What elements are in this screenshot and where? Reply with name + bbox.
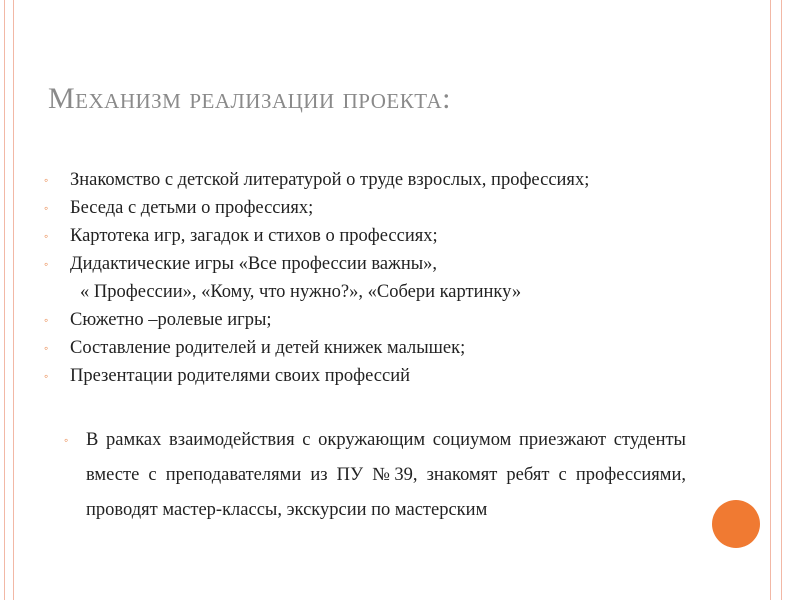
left-border-decoration: [4, 0, 14, 600]
list-item: [44, 170, 604, 191]
bullet-icon: ◦: [44, 201, 49, 215]
bullet-icon: ◦: [44, 369, 49, 383]
list-item-text: Беседа с детьми о профессиях;: [70, 198, 314, 218]
sub-item-text: В рамках взаимодействия с окружающим социумом приезжают студенты вместе с преподавателями из ПУ №39, знакомят ребят с профессиями, проводят мастер-классы, экскурсии по мастерским: [86, 430, 686, 520]
list-item: [44, 226, 604, 247]
bullet-icon: ◦: [44, 229, 49, 243]
list-item: [44, 198, 604, 219]
list-item-text: Сюжетно –ролевые игры;: [70, 310, 272, 330]
sub-list-item: [64, 423, 686, 528]
slide-title: Механизм реализации проекта:: [48, 82, 452, 115]
list-item: [44, 366, 604, 387]
list-continuation-line: « Профессии», «Кому, что нужно?», «Собери картинку»: [80, 282, 522, 302]
bullet-icon: ◦: [44, 257, 49, 271]
list-item-text: Дидактические игры «Все профессии важны»,: [70, 254, 438, 274]
sub-bullet-icon: ◦: [64, 433, 69, 447]
list-item: [44, 254, 604, 275]
list-item: [44, 310, 604, 331]
bullet-icon: ◦: [44, 313, 49, 327]
bullet-list: [44, 170, 604, 394]
bullet-icon: ◦: [44, 173, 49, 187]
list-item: [44, 338, 604, 359]
list-item-text: Презентации родителями своих профессий: [70, 366, 410, 386]
list-item-text: Знакомство с детской литературой о труде взрослых, профессиях;: [70, 170, 590, 190]
list-item-text: Картотека игр, загадок и стихов о профессиях;: [70, 226, 438, 246]
list-item-text: Составление родителей и детей книжек малышек;: [70, 338, 466, 358]
right-border-decoration: [770, 0, 782, 600]
orange-circle-decoration: [712, 500, 760, 548]
bullet-icon: ◦: [44, 341, 49, 355]
